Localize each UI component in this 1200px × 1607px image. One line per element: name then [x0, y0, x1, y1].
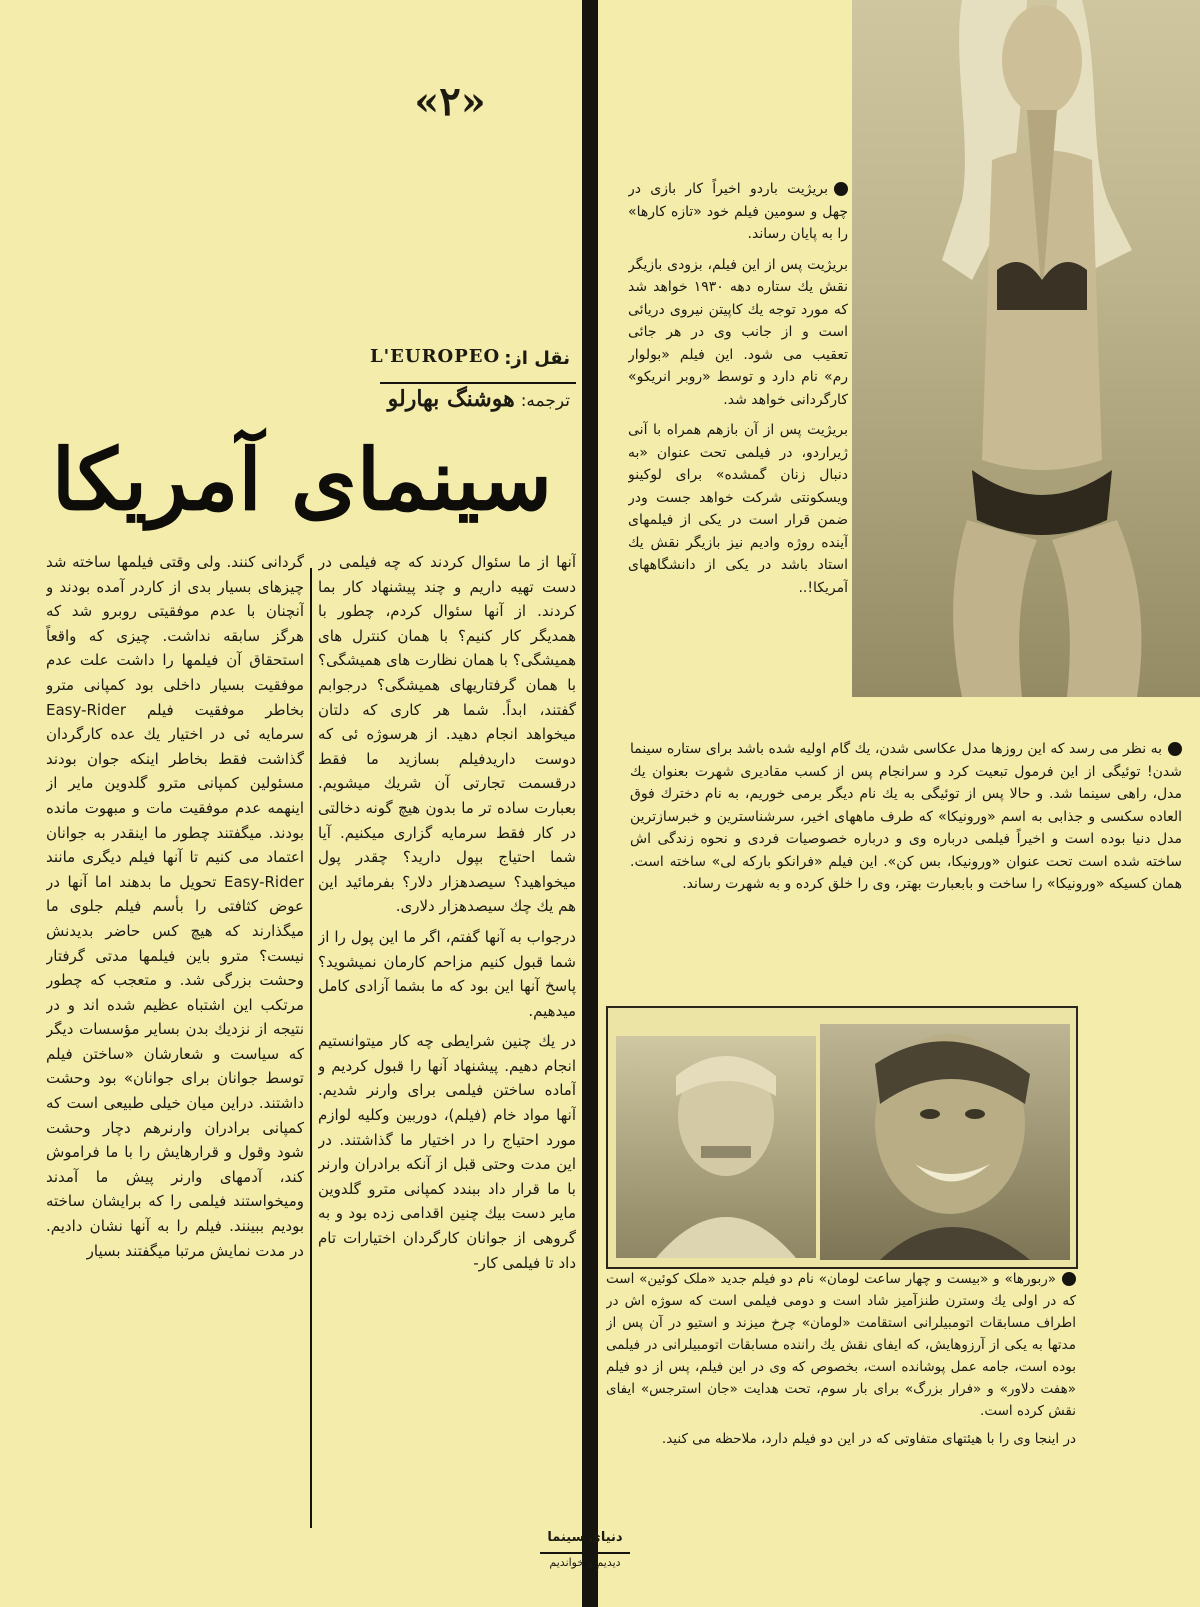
article-paragraph: در یك چنین شرایطی چه کار میتوانستیم انجام دهیم. پیشنهاد آنها را قبول کردیم و آماده ساختن فیلمی برای وارنر شدیم. آنها مواد خام (فیلم)، دوربین وکلیه لوازم مورد احتیاج را در اختیار ما گذاشتند. در این مدت وحتی قبل از آنکه برادران وارنر با ما قرار داد ببندد کمپانی مترو گلدوین مایر دست بیك چنین اقدامی زده بود و به گروهی از جوانان کارگردان اختیارات تام داد تا فیلمی کار- — [318, 1032, 576, 1272]
bullet-icon — [834, 182, 848, 196]
bardot-paragraph: بریژیت باردو اخیراً کار بازی در چهل و سومین فیلم خود «تازه کارها» را به پایان رساند. — [628, 181, 848, 242]
mcqueen-news-item — [606, 1268, 1076, 1526]
bullet-icon — [1168, 742, 1182, 756]
mcqueen-paragraph: در اینجا وی را با هیئتهای متفاوتی که در این دو فیلم دارد، ملاحظه می کنید. — [661, 1431, 1076, 1447]
translator-name: هوشنگ بهارلو — [387, 386, 515, 412]
bullet-icon — [1062, 1272, 1076, 1286]
translator-label: ترجمه: — [520, 391, 570, 411]
model-paragraph: به نظر می رسد که این روزها مدل عکاسی شدن، یك گام اولیه شده باشد برای ستاره سینما شدن! توئیگی از این فرمول تبعیت کرد و سرانجام پس از کسب مقادیری شهرت بعنوان یك مدل، راهی سینما شد. و حالا پس از توئیگی به یك نام دیگر برمی خوریم، به نام دخترك فوق العاده سکسی و جذابی به اسم «ورونیکا» که طرف ماههای اخیر، سرشناسترین و خبرسازترین مدل دنیا بوده است و اخیراً فیلمی درباره وی و درباره خصوصیات فردی و نحوه زندگی اش ساخته شده است تحت عنوان «ورونیکا، بس کن». این فیلم «فرانکو بارکه لی» ساخته است. همان کسیکه «ورونیکا» را ساخت و بابعبارت بهتر، وی را خلق کرده و به شهرت رساند. — [630, 741, 1182, 892]
mcqueen-paragraph: «ربورها» و «بیست و چهار ساعت لومان» نام دو فیلم جدید «ملک کوئین» است که در اولی یك وسترن طنزآمیز شاد است و دومی فیلمی است که سوژه اش در اطراف مسابقات اتومبیلرانی استقامت «لومان» چرخ میزند و استیو در آن پس از مدتها به یکی از آرزوهایش، که ایفای نقش یك راننده مسابقات اتومبیلرانی در فیلمی بوده است، جامه عمل پوشانده است، بخصوص که وی در این فیلم، پس از دو فیلم «هفت دلاور» و «فرار بزرگ» برای بار سوم، تحت هدایت «جان استرجس» ایفای نقش کرده است. — [606, 1271, 1076, 1419]
model-news-item — [630, 738, 1182, 978]
actor-photo-smiling-figure — [820, 1024, 1070, 1260]
actress-photo — [852, 0, 1200, 697]
bardot-paragraph: بریژیت پس از این فیلم، بزودی بازیگر نقش یك ستاره دهه ۱۹۳۰ خواهد شد که مورد توجه یك کاپیتن نیروی دریائی است و از جانب وی در هر جائی تعقیب می شود. این فیلم «بولوار رم» نام دارد و توسط «روبر انریکو» کارگردانی خواهد شد. — [628, 256, 848, 408]
part-number: «۲» — [414, 78, 486, 125]
bardot-paragraph: بریژیت پس از آن بازهم همراه با آنی ژیراردو، در فیلمی تحت عنوان «به دنبال زنان گمشده» برای لوکینو ویسکونتی شرکت خواهد جست ودر ضمن قرار است در یکی از فیلمهای آینده روژه وادیم نیز بازیگر نقش یك استاد باشد در یکی از دانشگاههای آمریکا!.. — [628, 422, 848, 596]
bardot-news-item — [628, 178, 848, 698]
footer-rule — [540, 1552, 630, 1554]
article-paragraph: گردانی کنند. ولی وقتی فیلمها ساخته شد چیزهای بسیار بدی از کاردر آمده بودند و آنچنان با عدم موفقیتی روبرو شد که هرگز سابقه نداشت. چیزی که واقعاً استحقاق آن فیلمها را داشت علت عدم موفقیت بسیار داخلی بود کمپانی مترو بخاطر موفقیت فیلم Easy-Rider سرمایه ئی در اختیار یك عده کارگردان گذاشت فقط بخاطر اینکه جوان بودند مسئولین کمپانی مترو گلدوین مایر از اینهمه عدم موفقیت مات و مبهوت مانده بودند. میگفتند چطور ما اینقدر به جوانان اعتماد می کنیم تا آنها فیلم دیگری مانند Easy-Rider تحویل ما بدهند اما آنها در عوض کثافتی را بأسم فیلم جلوی ما میگذارند که هیچ کس حاضر بدیدنش نیست؟ مترو باین فیلمها مدتی گرفتار وحشت بزرگی شد. و متعجب که چطور مرتکب این اشتباه عظیم شده اند و در نتیجه از نزدیك بدن بسایر مؤسسات دیگر که سیاست و شعارشان «ساختن فیلم توسط جوانان برای جوانان» بود وحشت داشتند. دراین میان خیلی طبیعی است که کمپانی برادران وارنرهم دچار وحشت شود وقول و قرارهایش را با ما فراموش کند، آدمهای وارنر پیش ما آمدند ومیخواستند فیلمی را که برایشان ساخته بودیم ببینند. فیلم را به آنها نشان دادیم. در مدت نمایش مرتبا میگفتند بسیار — [46, 553, 304, 1260]
center-column-rule — [582, 0, 598, 1607]
source-label: نقل از: — [504, 348, 570, 369]
headline — [0, 420, 600, 540]
translator-credit — [300, 386, 570, 412]
footer-subsection: دیدیم و خواندیم — [549, 1556, 621, 1569]
headline-text: سینمای آمریکا — [51, 430, 552, 529]
left-column-rule — [310, 568, 312, 1528]
article-column-left — [46, 550, 304, 1550]
actor-photo-young — [616, 1036, 816, 1258]
footer-section: دنیای سینما — [547, 1530, 623, 1545]
actor-photo-smiling — [820, 1024, 1070, 1260]
source-name: L'EUROPEO — [370, 346, 501, 367]
actor-photo-young-figure — [616, 1036, 816, 1258]
article-paragraph: درجواب به آنها گفتم، اگر ما این پول را از شما قبول کنیم مزاحم کارمان نمیشوید؟ پاسخ آنها این بود که ما بشما آزادی کامل میدهیم. — [318, 927, 576, 1020]
actress-photo-figure — [852, 0, 1200, 697]
source-credit — [370, 340, 570, 384]
article-paragraph: آنها از ما سئوال کردند که چه فیلمی در دست تهیه داریم و چند پیشنهاد کار بما کردند. از آنها سئوال کردم، چطور با همدیگر کار کنیم؟ با همان کنترل های همیشگی؟ با همان نظارت های همیشگی؟ با همان گرفتاریهای همیشگی؟ درجوابم گفتند، ابداً. شما هر کاری که دلتان میخواهد انجام دهید. از هرسوژه ئی که دوست داریدفیلم بسازید ما فقط درقسمت تجارتی آن شریك میشویم. بعبارت ساده تر ما بدون هیچ گونه دخالتی در کار فقط سرمایه گزاری میکنیم. آیا شما احتیاج بپول دارید؟ چقدر پول میخواهید؟ سیصدهزار دلار؟ بفرمائید این هم یك چك سیصدهزار دلاری. — [318, 553, 576, 916]
article-column-middle — [318, 550, 576, 1530]
